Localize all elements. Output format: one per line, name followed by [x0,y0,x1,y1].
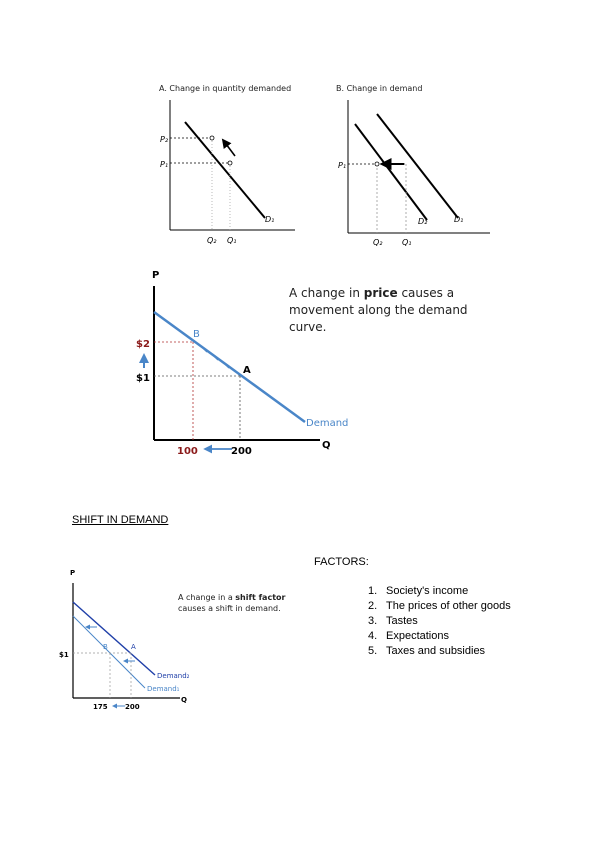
factors-list [368,584,511,659]
axis-q-label: Q [322,440,331,451]
qty-low-label: 175 [93,703,108,711]
figure-b-chart [330,100,495,250]
label-p1: P₁ [338,161,347,170]
label-d1: D₁ [265,215,275,224]
movement-arrow [223,140,235,156]
label-q2: Q₂ [373,238,383,247]
label-d1: D₁ [454,215,464,224]
label-q1: Q₁ [402,238,412,247]
figure-a-chart [140,100,300,250]
demand2-label: Demand₂ [157,672,190,680]
axis-p-label: P [152,270,160,281]
qty-high-label: 200 [125,703,140,711]
shift-chart [55,565,205,715]
point-2 [210,136,214,140]
qty-low-label: 100 [177,446,198,457]
list-item: 5. Taxes and subsidies [368,645,486,657]
factors-title: FACTORS: [314,556,369,568]
price-low-label: $1 [136,373,150,384]
demand-label: Demand [306,418,349,429]
list-item: 4. Expectations [368,630,449,642]
point-b-label: B [193,329,200,340]
shift-heading: SHIFT IN DEMAND [72,514,169,526]
point-a-label: A [243,365,251,376]
demand-curve [185,122,265,218]
demand-curve-d2 [355,124,427,220]
label-d2: D₂ [418,217,428,226]
qty-high-label: 200 [231,446,252,457]
demand1-curve [73,616,145,688]
figure-a-title: A. Change in quantity demanded [159,84,292,93]
demand-curve [154,312,305,422]
list-item: 3. Tastes [368,615,418,627]
label-p1: P₁ [160,160,169,169]
point-new [375,162,379,166]
demand2-curve [73,602,155,675]
movement-ticks [203,348,229,368]
label-p2: P₂ [160,135,169,144]
price-label: $1 [59,651,69,659]
list-item: 2. The prices of other goods [368,600,511,612]
price-high-label: $2 [136,339,150,350]
point-1 [228,161,232,165]
axis-p-label: P [70,569,76,577]
demand-curve-d1 [377,114,458,218]
demand1-label: Demand₁ [147,685,180,693]
label-q2: Q₂ [207,236,217,245]
list-item: 1. Society's income [368,585,469,597]
point-a-label: A [131,643,136,651]
label-q1: Q₁ [227,236,237,245]
point-b-label: B [103,643,108,651]
figure-b-title: B. Change in demand [336,84,423,93]
movement-caption: A change in price causes a movement along the demand curve. [289,286,468,334]
shift-caption: A change in a shift factor causes a shift in demand. [178,593,286,613]
axis-q-label: Q [181,696,187,704]
